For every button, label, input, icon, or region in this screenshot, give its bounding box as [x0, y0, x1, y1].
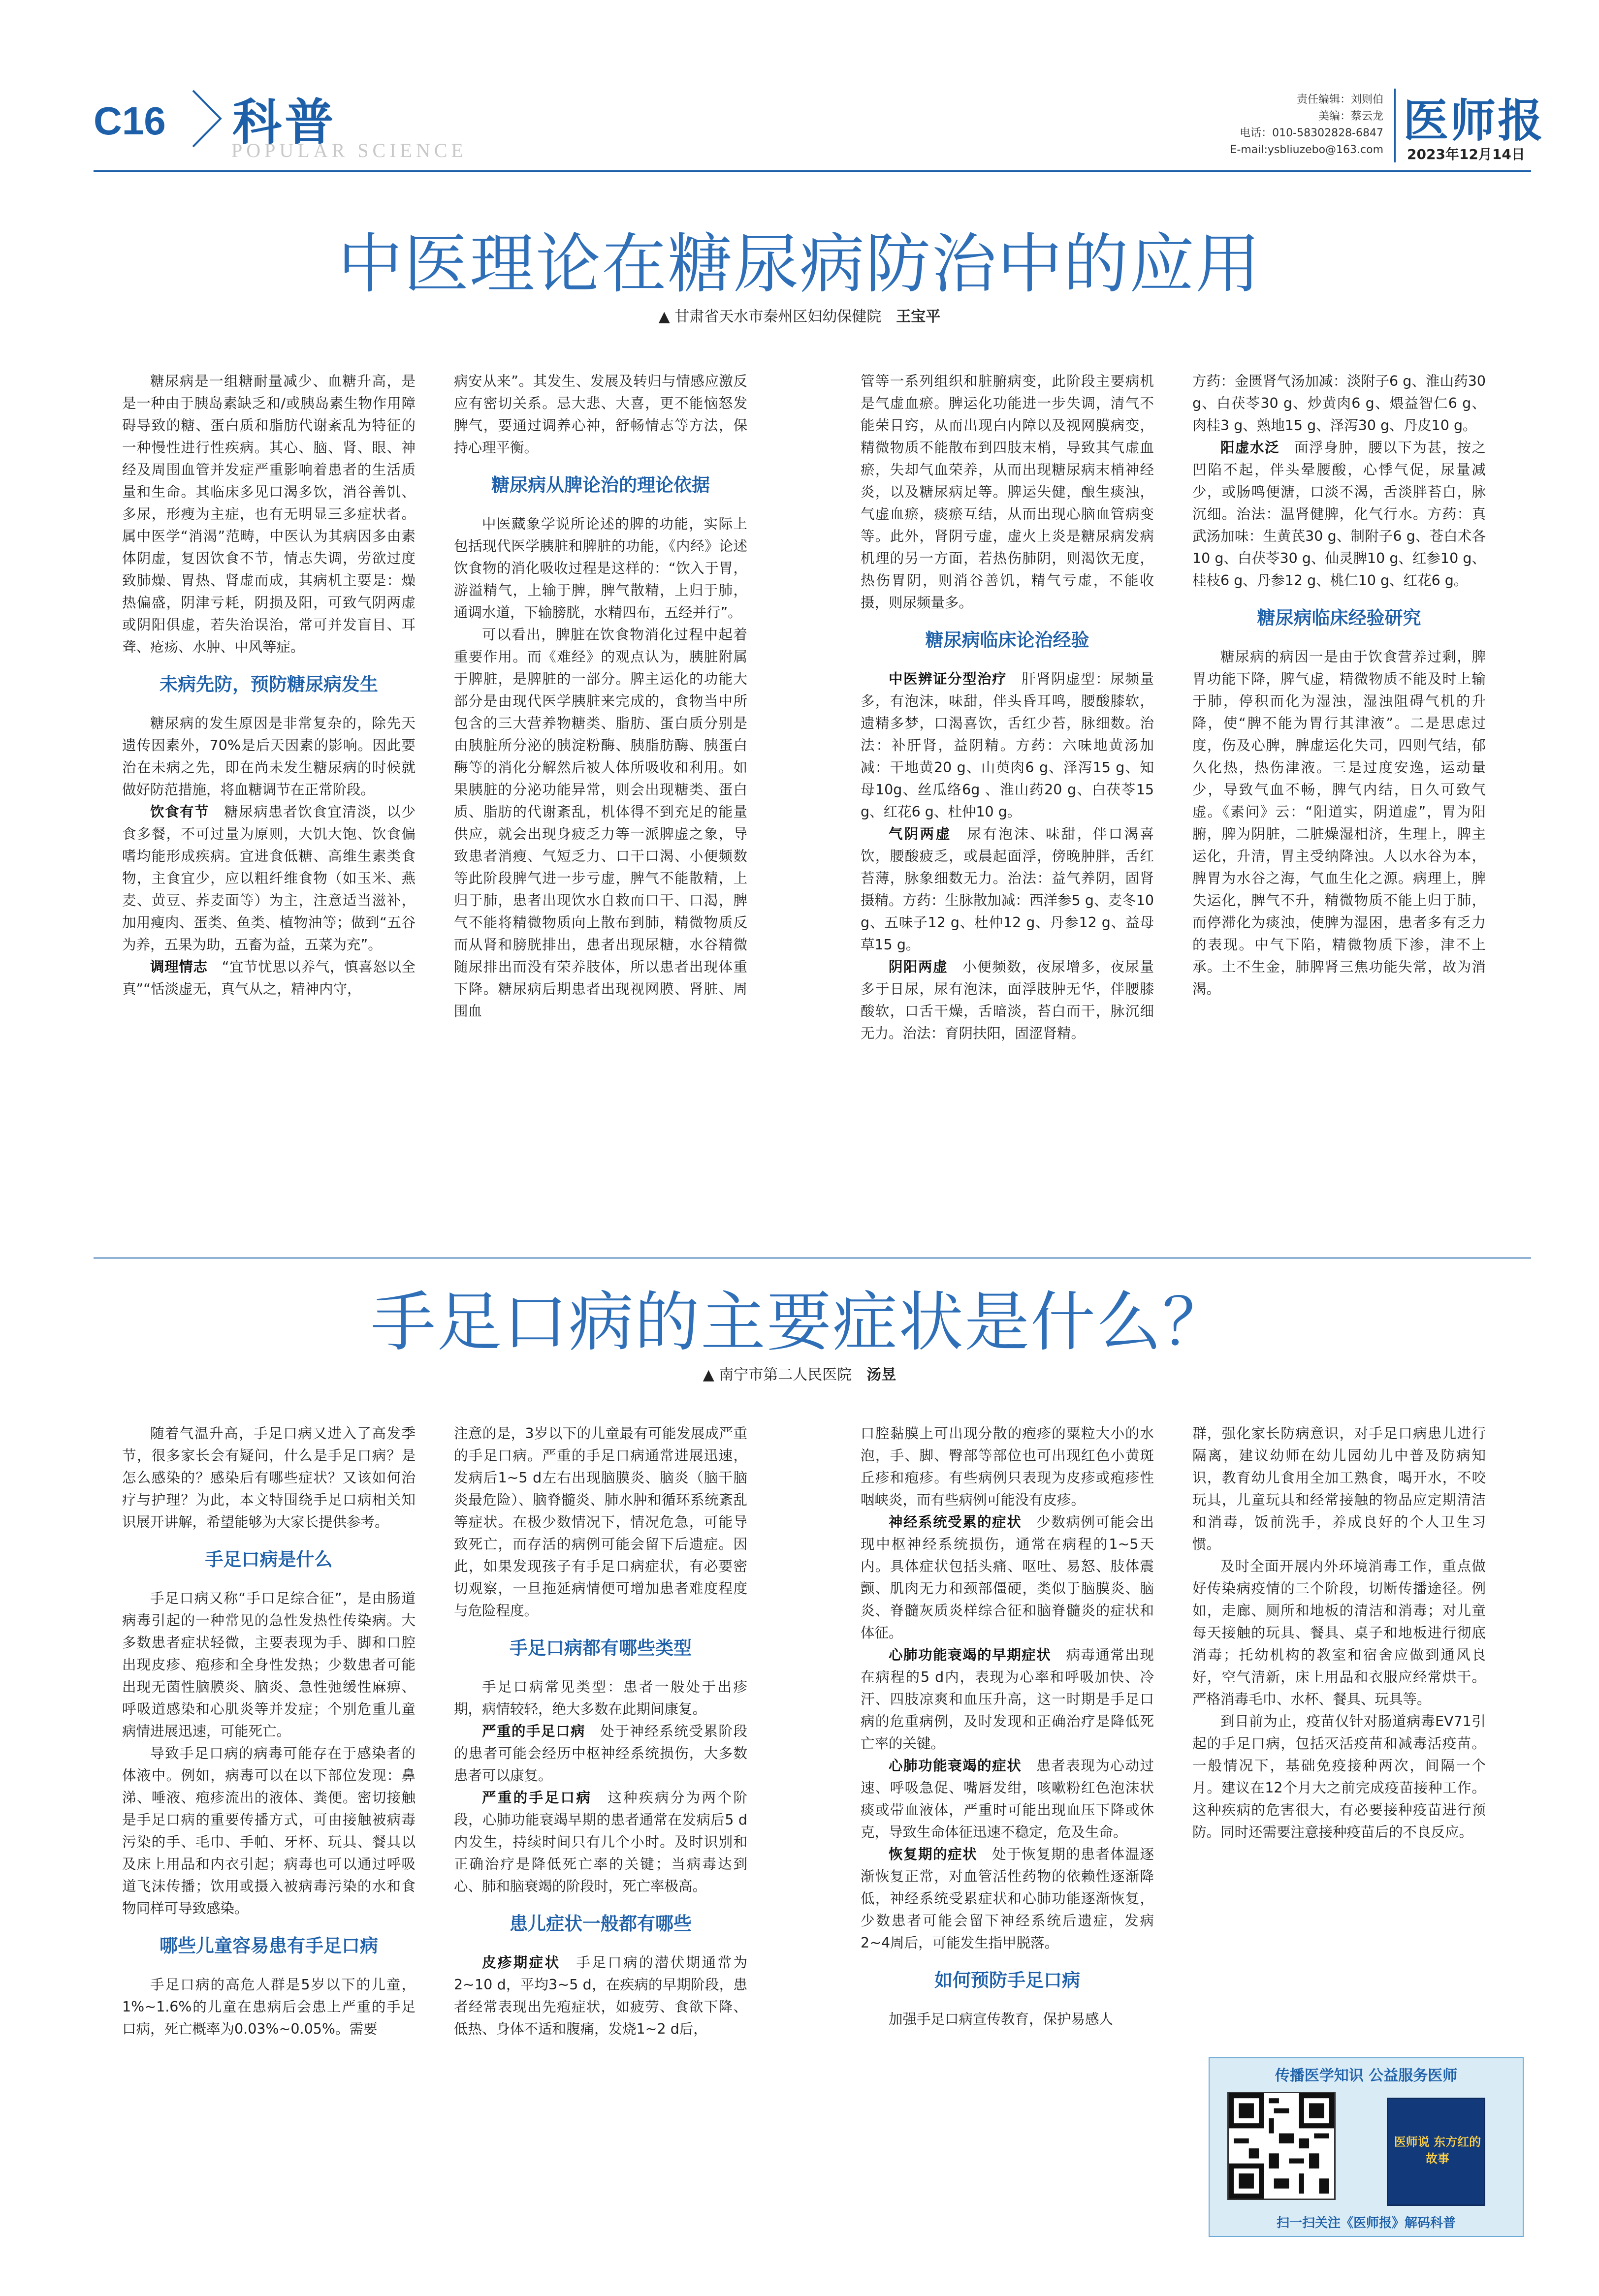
paragraph: 糖尿病的病因一是由于饮食营养过剩，脾胃功能下降，脾气虚，精微物质不能及时上输于肺，停积而化为湿浊，湿浊阻碍气机的升降，使“脾不能为胃行其津液”。二是思虑过度，伤及心脾，脾虚运化失司，四则气结，郁久化热，热伤津液。三是过度安逸，运动量少，导致气血不畅，脾气内结，日久可致气虚。《素问》云：“阳道实，阴道虚”，胃为阳腑，脾为阴脏，二脏燥湿相济，生理上，脾主运化，升清，胃主受纳降浊。人以水谷为本，脾胃为水谷之海，气血生化之源。病理上，脾失运化，脾气不升，精微物质不能上归于肺，而停滞化为痰浊，使脾为湿困，患者多有乏力的表现。中气下陷，精微物质下渗，津不上承。土不生金，肺脾肾三焦功能失常，故为消渴。 [1192, 649, 1486, 997]
paragraph: 随着气温升高，手足口病又进入了高发季节，很多家长会有疑问，什么是手足口病？是怎么感染的？感染后有哪些症状？又该如何治疗与护理？为此，本文特围绕手足口病相关知识展开讲解，希望能够为大家长提供参考。 [122, 1425, 416, 1530]
paragraph [861, 1755, 1154, 1843]
paragraph [454, 1951, 747, 2040]
lead-in: 心肺功能衰竭的症状 [889, 1758, 1022, 1774]
lead-in: 饮食有节 [150, 804, 210, 820]
article1-column-2 [454, 370, 747, 1022]
paragraph: 及时全面开展内外环境消毒工作，重点做好传染病疫情的三个阶段，切断传播途径。例如，走廊、厕所和地板的清洁和消毒；对儿童每天接触的玩具、餐具、桌子和地板进行彻底消毒；托幼机构的教室和宿舍应做到通风良好，空气清新，床上用品和衣服应经常烘干。严格消毒毛巾、水杯、餐具、玩具等。 [1192, 1558, 1486, 1707]
header-rule [94, 170, 1531, 172]
paragraph: 管等一系列组织和脏腑病变，此阶段主要病机是气虚血瘀。脾运化功能进一步失调，清气不能荣目窍，从而出现白内障以及视网膜病变，精微物质不能散布到四肢末梢，导致其气虚血瘀，失却气血荣养，从而出现糖尿病末梢神经炎，以及糖尿病足等。脾运失健，酿生痰浊，气虚血瘀，痰瘀互结，从而出现心脑血管病变等。此外，肾阴亏虚，虚火上炎是糖尿病发病机理的另一方面，若热伤肺阴，则渴饮无度，热伤胃阴，则消谷善饥，精气亏虚，不能收摄，则尿频量多。 [861, 373, 1154, 611]
header-divider [1394, 89, 1396, 162]
paragraph [861, 956, 1154, 1044]
qr-promo-box [1209, 2057, 1524, 2237]
paragraph [454, 1787, 747, 1897]
byline-author: 汤昱 [866, 1366, 896, 1384]
article1-column-4 [1192, 370, 1486, 1000]
paragraph-text: 尿有泡沫、味甜，伴口渴喜饮，腰酸疲乏，或晨起面浮，傍晚肿胖，舌红苔薄，脉象细数无力。治法：益气养阴，固肾摄精。方药：生脉散加减：西洋参5 g、麦冬10 g、五味子12 g、杜仲12 g、丹参12 g、益母草15 g。 [861, 826, 1154, 953]
paragraph: 注意的是，3岁以下的儿童最有可能发展成严重的手足口病。严重的手足口病通常进展迅速，发病后1~5 d左右出现脑膜炎、脑炎（脑干脑炎最危险）、脑脊髓炎、肺水肿和循环系统紊乱等症状。在极少数情况下，情况危急，可能导致死亡，而存活的病例可能会留下后遗症。因此，如果发现孩子有手足口病症状，有必要密切观察，一旦拖延病情便可增加患者难度程度与危险程度。 [454, 1425, 747, 1619]
paragraph [861, 1644, 1154, 1755]
lead-in: 调理情志 [150, 959, 208, 975]
byline-org: ▲ 甘肃省天水市秦州区妇幼保健院 [658, 308, 882, 325]
newspaper-logo: 医师报 [1403, 94, 1545, 147]
lead-in: 神经系统受累的症状 [889, 1514, 1022, 1530]
paragraph [1192, 437, 1486, 592]
lead-in: 皮疹期症状 [482, 1954, 561, 1971]
qr-code-icon[interactable] [1227, 2092, 1336, 2200]
lead-in: 阳虚水泛 [1220, 440, 1280, 456]
qr-pattern [1229, 2093, 1334, 2199]
paragraph: 导致手足口病的病毒可能存在于感染者的体液中。例如，病毒可以在以下部位发现：鼻涕、唾液、疱疹流出的液体、粪便。密切接触是手足口病的重要传播方式，可由接触被病毒污染的手、毛巾、手帕、牙杯、玩具、餐具以及床上用品和内衣引起；病毒也可以通过呼吸道飞沫传播；饮用或摄入被病毒污染的水和食物同样可导致感染。 [122, 1745, 416, 1917]
byline-org: ▲ 南宁市第二人民医院 [703, 1366, 852, 1384]
article2-column-4 [1192, 1422, 1486, 1843]
qr-promo-title: 传播医学知识 公益服务医师 [1275, 2067, 1458, 2084]
paragraph [861, 823, 1154, 956]
paragraph: 手足口病又称“手口足综合征”，是由肠道病毒引起的一种常见的急性发热性传染病。大多数患者症状轻微，主要表现为手、脚和口腔出现皮疹、疱疹和全身性发热；少数患者可能出现无菌性脑膜炎、脑炎、急性弛缓性麻痹、呼吸道感染和心肌炎等并发症；个别危重儿童病情进展迅速，可能死亡。 [122, 1590, 416, 1739]
lead-in: 严重的手足口病 [482, 1723, 586, 1739]
paragraph-text: 面浮身肿，腰以下为甚，按之凹陷不起，伴头晕腰酸，心悸气促，尿量减少，或肠鸣便溏，口淡不渴，舌淡胖苔白，脉沉细。治法：温肾健脾，化气行水。方药：真武汤加味：生黄芪30 g、制附子6 g、苍白术各10 g、白茯苓30 g、仙灵脾10 g、红参10 g、桂枝6 g、丹参12 g、桃仁10 g、红花6 g。 [1192, 440, 1486, 589]
paragraph: 糖尿病的发生原因是非常复杂的，除先天遗传因素外，70%是后天因素的影响。因此要治在未病之先，即在尚未发生糖尿病的时候就做好防范措施，将血糖调节在正常阶段。 [122, 715, 416, 798]
paragraph: 到目前为止，疫苗仅针对肠道病毒EV71引起的手足口病，包括灭活疫苗和减毒活疫苗。一般情况下，基础免疫接种两次，间隔一个月。建议在12个月大之前完成疫苗接种工作。这种疾病的危害很大，有必要接种疫苗进行预防。同时还需要注意接种疫苗后的不良反应。 [1192, 1713, 1486, 1840]
lead-in: 阴阳两虚 [889, 959, 948, 975]
article2-headline: 手足口病的主要症状是什么？ [371, 1285, 1228, 1360]
paragraph-text: 肝肾阴虚型：尿频量多，有泡沫，味甜，伴头昏耳鸣，腰酸膝软，遗精多梦，口渴喜饮，舌红少苔，脉细数。治法：补肝肾，益阴精。方药：六味地黄汤加减：干地黄20 g、山萸肉6 g、泽泻15 g、知母10g、丝瓜络6g 、淮山药20 g、白茯苓15 g、红花6 g、杜仲10 g。 [861, 671, 1154, 820]
lead-in: 严重的手足口病 [482, 1790, 592, 1806]
subheading: 手足口病是什么 [205, 1549, 333, 1570]
article1-byline [0, 304, 1599, 326]
article2-column-1 [122, 1422, 416, 2040]
paragraph-text: 病毒通常出现在病程的5 d内，表现为心率和呼吸加快、冷汗、四肢凉爽和血压升高，这一时期是手足口病的危重病例，及时发现和正确治疗是降低死亡率的关键。 [861, 1647, 1154, 1752]
paragraph: 手足口病常见类型：患者一般处于出疹期，病情较轻，绝大多数在此期间康复。 [454, 1679, 747, 1717]
article2-column-2 [454, 1422, 747, 2040]
lead-in: 恢复期的症状 [889, 1846, 978, 1862]
subheading: 糖尿病从脾论治的理论依据 [491, 474, 710, 496]
article1-column-3 [861, 370, 1154, 1044]
credit-editor: 责任编辑：刘则伯 [1296, 94, 1383, 106]
chevron-right-icon [186, 87, 227, 151]
paragraph [861, 1511, 1154, 1644]
paragraph-text: “宜节忧思以养气，慎喜怒以全真”“恬淡虚无，真气从之，精神内守， [122, 959, 416, 997]
article2-byline [0, 1362, 1599, 1384]
paragraph [122, 801, 416, 956]
promo-thumbnail-caption: 医师说 东方红的故事 [1394, 2135, 1481, 2166]
paragraph: 病安从来”。其发生、发展及转归与情感应激反应有密切关系。忌大悲、大喜，更不能恼怒发脾气，要通过调养心神，舒畅情志等方法，保持心理平衡。 [454, 373, 747, 456]
paragraph [122, 956, 416, 1000]
subheading: 哪些儿童容易患有手足口病 [160, 1935, 378, 1956]
paragraph-text: 小便频数，夜尿增多，夜尿量多于日尿，尿有泡沫，面浮肢肿无华，伴腰膝酸软，口舌干燥，舌暗淡，苔白而干，脉沉细无力。治法：育阴扶阳，固涩肾精。 [861, 959, 1154, 1041]
paragraph-text: 处于神经系统受累阶段的患者可能会经历中枢神经系统损伤，大多数患者可以康复。 [454, 1723, 747, 1784]
lead-in: 心肺功能衰竭的早期症状 [889, 1647, 1052, 1663]
paragraph: 可以看出，脾脏在饮食物消化过程中起着重要作用。而《难经》的观点认为，胰脏附属于脾脏，是脾脏的一部分。脾主运化的功能大部分是由现代医学胰脏来完成的，食物当中所包含的三大营养物糖类、脂肪、蛋白质分别是由胰脏所分泌的胰淀粉酶、胰脂肪酶、胰蛋白酶等的消化分解然后被人体所吸收和利用。如果胰脏的分泌功能异常，则会出现糖类、蛋白质、脂肪的代谢紊乱，机体得不到充足的能量供应，就会出现身疲乏力等一派脾虚之象，导致患者消瘦、气短乏力、口干口渴、小便频数等此阶段脾气进一步亏虚，脾气不能散精，上归于肺，患者出现饮水自救而口干、口渴，脾气不能将精微物质向上散布到肺，精微物质反而从肾和膀胱排出，患者出现尿糖，水谷精微随尿排出而没有荣养肢体，所以患者出现体重下降。糖尿病后期患者出现视网膜、肾脏、周围血 [454, 627, 747, 1019]
credit-designer: 美编：蔡云龙 [1318, 110, 1383, 123]
paragraph [861, 1843, 1154, 1954]
subheading: 糖尿病临床经验研究 [1257, 607, 1421, 629]
paragraph-text: 这种疾病分为两个阶段，心肺功能衰竭早期的患者通常在发病后5 d内发生，持续时间只有几个小时。及时识别和正确治疗是降低死亡率的关键；当病毒达到心、肺和脑衰竭的阶段时，死亡率极高。 [454, 1790, 747, 1894]
paragraph-text: 糖尿病患者饮食宜清淡，以少食多餐，不可过量为原则，大饥大饱、饮食偏嗜均能形成疾病。宜进食低糖、高维生素类食物，主食宜少，应以粗纤维食物（如玉米、燕麦、黄豆、荞麦面等）为主，注意适当滋补，加用瘦肉、蛋类、鱼类、植物油等；做到“五谷为养，五果为助，五畜为益，五菜为充”。 [122, 804, 416, 953]
page-number: C16 [94, 99, 166, 143]
subheading: 手足口病都有哪些类型 [510, 1637, 692, 1659]
lead-in: 气阴两虚 [889, 826, 952, 842]
qr-promo-caption: 扫一扫关注《医师报》解码科普 [1276, 2216, 1456, 2231]
paragraph: 糖尿病是一组糖耐量减少、血糖升高，是是一种由于胰岛素缺乏和/或胰岛素生物作用障碍导致的糖、蛋白质和脂肪代谢紊乱为特征的一种慢性进行性疾病。其心、脑、肾、眼、神经及周围血管并发症严重影响着患者的生活质量和生命。其临床多见口渴多饮，消谷善饥、多尿，形瘦为主症，也有无明显三多症状者。属中医学“消渴”范畴，中医认为其病因多由素体阴虚，复因饮食不节，情志失调，劳欲过度致肺燥、胃热、肾虚而成，其病机主要是：燥热偏盛，阴津亏耗，阴损及阳，可致气阴两虚或阴阳俱虚，若失治误治，常可并发盲目、耳聋、疮疡、水肿、中风等症。 [122, 373, 416, 655]
paragraph [861, 668, 1154, 823]
article1-column-1 [122, 370, 416, 1000]
subheading: 糖尿病临床论治经验 [925, 629, 1089, 651]
paragraph: 口腔黏膜上可出现分散的疱疹的粟粒大小的水泡，手、脚、臀部等部位也可出现红色小黄斑丘疹和疱疹。有些病例只表现为皮疹或疱疹性咽峡炎，而有些病例可能没有皮疹。 [861, 1425, 1154, 1508]
credit-email: E-mail:ysbliuzebo@163.com [1230, 144, 1383, 156]
section-title: 科普 [232, 93, 337, 151]
paragraph-text: 少数病例可能会出现中枢神经系统损伤，通常在病程的1~5天内。具体症状包括头痛、呕吐、易怒、肢体震颤、肌肉无力和颈部僵硬，类似于脑膜炎、脑炎、脊髓灰质炎样综合征和脑脊髓炎的症状和体征。 [861, 1514, 1154, 1641]
subheading: 如何预防手足口病 [934, 1970, 1080, 1991]
paragraph: 群，强化家长防病意识，对手足口病患儿进行隔离，建议幼师在幼儿园幼儿中普及防病知识，教育幼儿食用全加工熟食，喝开水，不咬玩具，儿童玩具和经常接触的物品应定期清洁和消毒，饭前洗手，养成良好的个人卫生习惯。 [1192, 1425, 1486, 1552]
paragraph: 方药：金匮肾气汤加减：淡附子6 g、淮山药30 g、白茯苓30 g、炒黄肉6 g、煨益智仁6 g、肉桂3 g、熟地15 g、泽泻30 g、丹皮10 g。 [1192, 373, 1486, 434]
issue-date: 2023年12月14日 [1407, 146, 1525, 162]
paragraph: 手足口病的高危人群是5岁以下的儿童，1%~1.6%的儿童在患病后会患上严重的手足口病，死亡概率为0.03%~0.05%。需要 [122, 1977, 416, 2037]
subheading: 患儿症状一般都有哪些 [510, 1913, 692, 1934]
paragraph: 加强手足口病宣传教育，保护易感人 [889, 2011, 1114, 2027]
credit-phone: 电话：010-58302828-6847 [1240, 127, 1383, 139]
editor-credits [1196, 92, 1383, 158]
paragraph-text: 处于恢复期的患者体温逐渐恢复正常，对血管活性药物的依赖性逐渐降低，神经系统受累症状和心肺功能逐渐恢复，少数患者可能会留下神经系统后遗症，发病2~4周后，可能发生指甲脱落。 [861, 1846, 1154, 1951]
section-subtitle: POPULAR SCIENCE [231, 139, 467, 161]
byline-author: 王宝平 [896, 308, 941, 325]
paragraph-text: 患者表现为心动过速、呼吸急促、嘴唇发绀，咳嗽粉红色泡沫状痰或带血液体，严重时可能出现血压下降或休克，导致生命体征迅速不稳定，危及生命。 [861, 1758, 1154, 1840]
paragraph: 中医藏象学说所论述的脾的功能，实际上包括现代医学胰脏和脾脏的功能，《内经》论述饮食物的消化吸收过程是这样的：“饮入于胃，游溢精气，上输于脾，脾气散精，上归于肺，通调水道，下输膀胱，水精四布，五经并行”。 [454, 516, 747, 621]
promo-thumbnail[interactable] [1387, 2098, 1485, 2206]
paragraph-text: 手足口病的潜伏期通常为2~10 d，平均3~5 d，在疾病的早期阶段，患者经常表现出先疱症状，如疲劳、食欲下降、低热、身体不适和腹痛，发烧1~2 d后， [454, 1954, 747, 2037]
article1-headline: 中医理论在糖尿病防治中的应用 [338, 226, 1261, 302]
lead-in: 中医辨证分型治疗 [889, 671, 1007, 687]
paragraph [454, 1720, 747, 1787]
subheading: 未病先防，预防糖尿病发生 [160, 674, 378, 695]
article2-column-3 [861, 1422, 1154, 2030]
